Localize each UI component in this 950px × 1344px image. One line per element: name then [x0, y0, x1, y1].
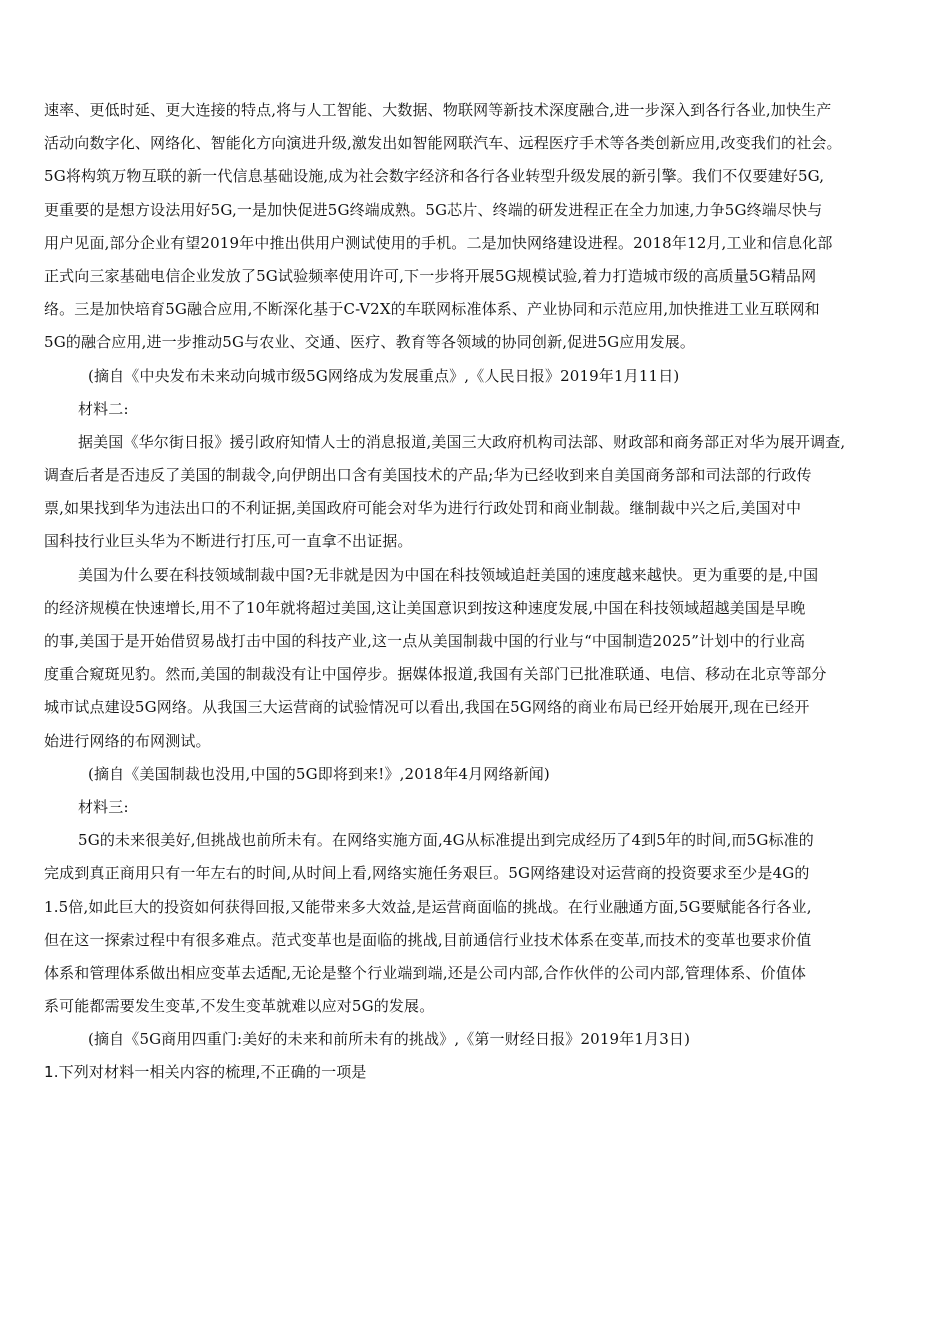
text-line: 用户见面,部分企业有望2019年中推出供用户测试使用的手机。二是加快网络建设进程。2018年12月,工业和信息化部 [44, 233, 833, 252]
text-line: 正式向三家基础电信企业发放了5G试验频率使用许可,下一步将开展5G规模试验,着力打造城市级的高质量5G精品网 [44, 266, 817, 285]
text-line: 度重合窥斑见豹。然而,美国的制裁没有让中国停步。据媒体报道,我国有关部门已批准联通、电信、移动在北京等部分 [44, 665, 827, 684]
question-prompt: 1.下列对材料一相关内容的梳理,不正确的一项是 [44, 1063, 367, 1082]
text-line: 5G将构筑万物互联的新一代信息基础设施,成为社会数字经济和各行各业转型升级发展的新引擎。我们不仅要建好5G, [44, 167, 825, 186]
text-line: 速率、更低时延、更大连接的特点,将与人工智能、大数据、物联网等新技术深度融合,进一步深入到各行各业,加快生产 [44, 101, 832, 119]
source-citation: (摘自《美国制裁也没用,中国的5G即将到来!》,2018年4月网络新闻) [88, 764, 550, 783]
text-line: 调查后者是否违反了美国的制裁令,向伊朗出口含有美国技术的产品;华为已经收到来自美国商务部和司法部的行政传 [44, 466, 812, 485]
text-line: 活动向数字化、网络化、智能化方向演进升级,激发出如智能网联汽车、远程医疗手术等各类创新应用,改变我们的社会。 [44, 134, 842, 153]
text-line: 系可能都需要发生变革,不发生变革就难以应对5G的发展。 [44, 997, 435, 1016]
document-body [44, 94, 906, 1090]
text-line: 的经济规模在快速增长,用不了10年就将超过美国,这让美国意识到按这种速度发展,中国在科技领域超越美国是早晚 [44, 598, 806, 617]
text-line: 但在这一探索过程中有很多难点。范式变革也是面临的挑战,目前通信行业技术体系在变革,而技术的变革也要求价值 [44, 930, 812, 949]
text-line: 国科技行业巨头华为不断进行打压,可一直拿不出证据。 [44, 532, 413, 551]
text-line: 5G的融合应用,进一步推动5G与农业、交通、医疗、教育等各领域的协同创新,促进5G应用发展。 [44, 333, 696, 352]
text-line: 体系和管理体系做出相应变革去适配,无论是整个行业端到端,还是公司内部,合作伙伴的公司内部,管理体系、价值体 [44, 963, 807, 982]
section-heading: 材料三: [78, 797, 129, 816]
source-citation: (摘自《中央发布未来动向城市级5G网络成为发展重点》,《人民日报》2019年1月11日) [88, 366, 680, 385]
section-heading: 材料二: [78, 399, 129, 418]
source-citation: (摘自《5G商用四重门:美好的未来和前所未有的挑战》,《第一财经日报》2019年1月3日) [88, 1030, 691, 1049]
text-line: 5G的未来很美好,但挑战也前所未有。在网络实施方面,4G从标准提出到完成经历了4到5年的时间,而5G标准的 [78, 831, 814, 850]
text-line: 完成到真正商用只有一年左右的时间,从时间上看,网络实施任务艰巨。5G网络建设对运营商的投资要求至少是4G的 [44, 864, 810, 883]
text-line: 城市试点建设5G网络。从我国三大运营商的试验情况可以看出,我国在5G网络的商业布局已经开始展开,现在已经开 [44, 698, 810, 717]
text-line: 的事,美国于是开始借贸易战打击中国的科技产业,这一点从美国制裁中国的行业与“中国制造2025”计划中的行业高 [44, 632, 806, 650]
text-line: 络。三是加快培育5G融合应用,不断深化基于C-V2X的车联网标准体系、产业协同和示范应用,加快推进工业互联网和 [44, 300, 820, 319]
text-line: 1.5倍,如此巨大的投资如何获得回报,又能带来多大效益,是运营商面临的挑战。在行业融通方面,5G要赋能各行各业, [44, 897, 812, 916]
text-line: 据美国《华尔街日报》援引政府知情人士的消息报道,美国三大政府机构司法部、财政部和商务部正对华为展开调查, [78, 432, 846, 451]
text-line: 美国为什么要在科技领域制裁中国?无非就是因为中国在科技领域追赶美国的速度越来越快。更为重要的是,中国 [78, 565, 819, 584]
text-line: 票,如果找到华为违法出口的不利证据,美国政府可能会对华为进行行政处罚和商业制裁。继制裁中兴之后,美国对中 [44, 499, 802, 518]
text-line: 更重要的是想方设法用好5G,一是加快促进5G终端成熟。5G芯片、终端的研发进程正在全力加速,力争5G终端尽快与 [44, 200, 823, 219]
text-line: 始进行网络的布网测试。 [44, 731, 211, 750]
